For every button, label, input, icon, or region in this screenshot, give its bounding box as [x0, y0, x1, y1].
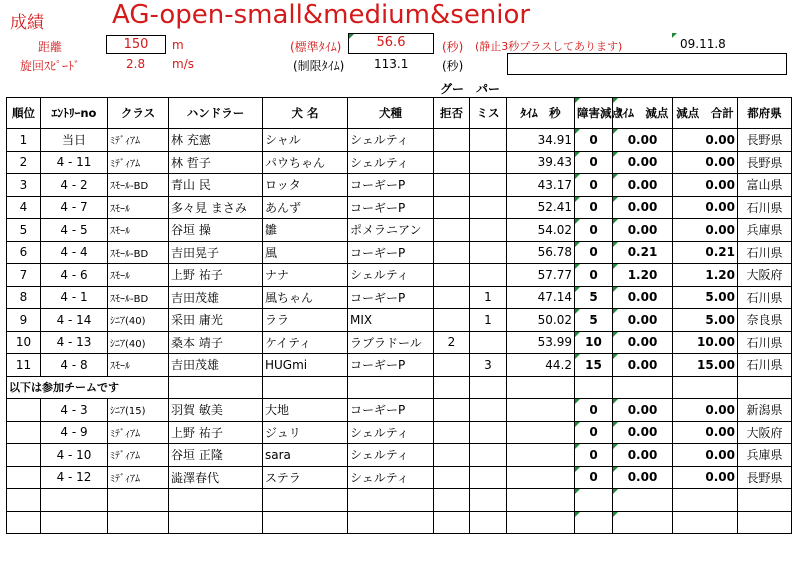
- cell-entry-no: 4 - 11: [41, 151, 108, 174]
- cell-total-penalty: 0.00: [673, 466, 738, 489]
- cell-refusal: [434, 421, 470, 444]
- header-class: クラス: [108, 98, 169, 129]
- empty-cell: [169, 376, 263, 399]
- table-row[interactable]: [7, 129, 792, 152]
- cell-refusal: [434, 444, 470, 467]
- header-time: ﾀｲﾑ 秒: [507, 98, 575, 129]
- cell-refusal: 2: [434, 331, 470, 354]
- empty-cell: [575, 376, 613, 399]
- cell-rank: 3: [7, 174, 41, 197]
- cell-time-penalty: 0.00: [613, 196, 673, 219]
- empty-cell: [41, 511, 108, 534]
- cell-time-penalty: 0.00: [613, 309, 673, 332]
- distance-unit: m: [172, 38, 184, 52]
- cell-prefecture: 石川県: [738, 331, 792, 354]
- table-row[interactable]: [7, 354, 792, 377]
- cell-marker-icon: [349, 34, 354, 39]
- cell-total-penalty: 0.00: [673, 219, 738, 242]
- cell-fault-points: 0: [575, 196, 613, 219]
- header-entry-no: ｴﾝﾄﾘｰno: [41, 98, 108, 129]
- cell-total-penalty: 0.00: [673, 174, 738, 197]
- empty-cell: [348, 376, 434, 399]
- empty-cell: [7, 489, 41, 512]
- cell-refusal: [434, 129, 470, 152]
- table-row[interactable]: [7, 309, 792, 332]
- header-row: [7, 98, 792, 129]
- cell-miss: [470, 174, 507, 197]
- page-label: 成績: [10, 13, 44, 33]
- cell-time: [507, 466, 575, 489]
- cell-rank: [7, 421, 41, 444]
- empty-cell: [169, 511, 263, 534]
- cell-time: 34.91: [507, 129, 575, 152]
- blank-row: [7, 511, 792, 534]
- table-row[interactable]: [7, 219, 792, 242]
- cell-refusal: [434, 354, 470, 377]
- std-time-label: (標準ﾀｲﾑ): [290, 40, 342, 54]
- cell-entry-no: 4 - 14: [41, 309, 108, 332]
- cell-total-penalty: 10.00: [673, 331, 738, 354]
- cell-handler: 多々見 まさみ: [169, 196, 263, 219]
- cell-class: ｽﾓｰﾙ: [108, 196, 169, 219]
- cell-breed: MIX: [348, 309, 434, 332]
- cell-handler: 吉田茂雄: [169, 354, 263, 377]
- cell-prefecture: 兵庫県: [738, 444, 792, 467]
- table-row[interactable]: [7, 331, 792, 354]
- cell-handler: 吉田晃子: [169, 241, 263, 264]
- cell-handler: 上野 祐子: [169, 421, 263, 444]
- cell-time: 47.14: [507, 286, 575, 309]
- empty-cell: [738, 511, 792, 534]
- cell-miss: [470, 399, 507, 422]
- cell-miss: [470, 466, 507, 489]
- cell-handler: 采田 庸光: [169, 309, 263, 332]
- cell-prefecture: 石川県: [738, 196, 792, 219]
- cell-refusal: [434, 466, 470, 489]
- cell-class: ﾐﾃﾞｨｱﾑ: [108, 466, 169, 489]
- cell-time: 44.2: [507, 354, 575, 377]
- cell-miss: 3: [470, 354, 507, 377]
- empty-cell: [263, 511, 348, 534]
- table-row[interactable]: [7, 466, 792, 489]
- cell-miss: [470, 129, 507, 152]
- cell-prefecture: 大阪府: [738, 421, 792, 444]
- table-row[interactable]: [7, 286, 792, 309]
- cell-total-penalty: 0.00: [673, 399, 738, 422]
- cell-prefecture: 大阪府: [738, 264, 792, 287]
- cell-class: ｼﾆｱ(40): [108, 331, 169, 354]
- cell-refusal: [434, 399, 470, 422]
- cell-fault-points: 0: [575, 421, 613, 444]
- cell-dog-name: 風ちゃん: [263, 286, 348, 309]
- cell-total-penalty: 5.00: [673, 309, 738, 332]
- cell-fault-points: 0: [575, 444, 613, 467]
- blank-row: [7, 489, 792, 512]
- cell-time-penalty: 0.00: [613, 444, 673, 467]
- limit-time-label: (制限ﾀｲﾑ): [293, 59, 345, 73]
- cell-breed: ラブラドール: [348, 331, 434, 354]
- cell-breed: コーギーP: [348, 241, 434, 264]
- cell-total-penalty: 15.00: [673, 354, 738, 377]
- std-time-unit: (秒): [442, 40, 464, 54]
- cell-entry-no: 4 - 5: [41, 219, 108, 242]
- header-prefecture: 都府県: [738, 98, 792, 129]
- cell-dog-name: ナナ: [263, 264, 348, 287]
- speed-label: 旋回ｽﾋﾟｰﾄﾞ: [20, 59, 81, 73]
- cell-fault-points: 15: [575, 354, 613, 377]
- cell-entry-no: 当日: [41, 129, 108, 152]
- empty-cell: [470, 489, 507, 512]
- cell-refusal: [434, 219, 470, 242]
- header-time-penalty: ﾀｲﾑ 減点: [613, 98, 673, 129]
- table-row[interactable]: [7, 151, 792, 174]
- cell-rank: 11: [7, 354, 41, 377]
- cell-miss: [470, 264, 507, 287]
- cell-handler: 谷垣 正隆: [169, 444, 263, 467]
- cell-dog-name: シャル: [263, 129, 348, 152]
- cell-fault-points: 0: [575, 399, 613, 422]
- cell-fault-points: 10: [575, 331, 613, 354]
- cell-time: [507, 444, 575, 467]
- cell-prefecture: 石川県: [738, 241, 792, 264]
- cell-fault-points: 5: [575, 286, 613, 309]
- cell-rank: 1: [7, 129, 41, 152]
- header-fault-points: 障害減点: [575, 98, 613, 129]
- empty-cell: [108, 489, 169, 512]
- cell-rank: 2: [7, 151, 41, 174]
- cell-dog-name: ロッタ: [263, 174, 348, 197]
- cell-total-penalty: 0.21: [673, 241, 738, 264]
- results-table: [6, 97, 792, 534]
- cell-breed: コーギーP: [348, 174, 434, 197]
- cell-entry-no: 4 - 3: [41, 399, 108, 422]
- limit-time-unit: (秒): [442, 59, 464, 73]
- distance-field[interactable]: 150: [106, 35, 166, 54]
- cell-entry-no: 4 - 12: [41, 466, 108, 489]
- cell-time: [507, 399, 575, 422]
- cell-total-penalty: 0.00: [673, 151, 738, 174]
- cell-time-penalty: 0.00: [613, 331, 673, 354]
- header-rank: 順位: [7, 98, 41, 129]
- cell-class: ｽﾓｰﾙ: [108, 219, 169, 242]
- cell-breed: シェルティ: [348, 129, 434, 152]
- cell-time: 53.99: [507, 331, 575, 354]
- cell-class: ｽﾓｰﾙ-BD: [108, 174, 169, 197]
- cell-handler: 吉田茂雄: [169, 286, 263, 309]
- cell-prefecture: 新潟県: [738, 399, 792, 422]
- event-title: AG-open-small&medium&senior: [112, 0, 531, 30]
- cell-prefecture: 富山県: [738, 174, 792, 197]
- cell-time-penalty: 1.20: [613, 264, 673, 287]
- cell-prefecture: 奈良県: [738, 309, 792, 332]
- cell-entry-no: 4 - 13: [41, 331, 108, 354]
- cell-total-penalty: 5.00: [673, 286, 738, 309]
- cell-prefecture: 長野県: [738, 129, 792, 152]
- std-time-note: (静止3秒プラスしてあります): [475, 40, 623, 53]
- empty-cell: [434, 489, 470, 512]
- cell-breed: シェルティ: [348, 264, 434, 287]
- empty-cell: [507, 376, 575, 399]
- empty-cell: [348, 511, 434, 534]
- header-refusal: 拒否: [434, 98, 470, 129]
- table-row[interactable]: [7, 264, 792, 287]
- cell-entry-no: 4 - 1: [41, 286, 108, 309]
- empty-cell: [673, 511, 738, 534]
- table-row[interactable]: [7, 421, 792, 444]
- cell-refusal: [434, 286, 470, 309]
- empty-cell: [738, 376, 792, 399]
- empty-cell: [41, 489, 108, 512]
- cell-time-penalty: 0.21: [613, 241, 673, 264]
- distance-label: 距離: [38, 40, 63, 54]
- cell-class: ﾐﾃﾞｨｱﾑ: [108, 129, 169, 152]
- table-row[interactable]: [7, 399, 792, 422]
- cell-dog-name: 風: [263, 241, 348, 264]
- empty-cell: [263, 376, 348, 399]
- cell-fault-points: 0: [575, 264, 613, 287]
- cell-class: ﾐﾃﾞｨｱﾑ: [108, 421, 169, 444]
- cell-time-penalty: 0.00: [613, 421, 673, 444]
- empty-cell: [7, 511, 41, 534]
- empty-cell: [673, 489, 738, 512]
- header-handler: ハンドラー: [169, 98, 263, 129]
- cell-miss: [470, 421, 507, 444]
- cell-rank: [7, 444, 41, 467]
- cell-dog-name: sara: [263, 444, 348, 467]
- cell-dog-name: 雛: [263, 219, 348, 242]
- cell-entry-no: 4 - 2: [41, 174, 108, 197]
- cell-rank: [7, 399, 41, 422]
- cell-dog-name: ララ: [263, 309, 348, 332]
- cell-rank: 9: [7, 309, 41, 332]
- empty-cell: [434, 376, 470, 399]
- empty-cell: [108, 511, 169, 534]
- cell-time-penalty: 0.00: [613, 219, 673, 242]
- cell-dog-name: ジュリ: [263, 421, 348, 444]
- cell-entry-no: 4 - 10: [41, 444, 108, 467]
- cell-miss: [470, 219, 507, 242]
- cell-prefecture: 石川県: [738, 286, 792, 309]
- cell-miss: [470, 151, 507, 174]
- cell-dog-name: パウちゃん: [263, 151, 348, 174]
- cell-fault-points: 0: [575, 466, 613, 489]
- cell-class: ﾐﾃﾞｨｱﾑ: [108, 151, 169, 174]
- empty-cell: [575, 489, 613, 512]
- cell-miss: 1: [470, 286, 507, 309]
- cell-class: ｽﾓｰﾙ: [108, 354, 169, 377]
- cell-total-penalty: 0.00: [673, 421, 738, 444]
- cell-time: 54.02: [507, 219, 575, 242]
- cell-prefecture: 石川県: [738, 354, 792, 377]
- cell-handler: 上野 祐子: [169, 264, 263, 287]
- cell-fault-points: 0: [575, 174, 613, 197]
- empty-cell: [738, 489, 792, 512]
- cell-time-penalty: 0.00: [613, 399, 673, 422]
- empty-cell: [470, 376, 507, 399]
- cell-class: ﾐﾃﾞｨｱﾑ: [108, 444, 169, 467]
- header-total-penalty: 減点 合計: [673, 98, 738, 129]
- cell-miss: [470, 444, 507, 467]
- cell-total-penalty: 1.20: [673, 264, 738, 287]
- cell-fault-points: 0: [575, 219, 613, 242]
- cell-time-penalty: 0.00: [613, 174, 673, 197]
- cell-fault-points: 0: [575, 241, 613, 264]
- cell-miss: [470, 196, 507, 219]
- cell-class: ｽﾓｰﾙ: [108, 264, 169, 287]
- cell-handler: 林 充憲: [169, 129, 263, 152]
- group-label: グー パー: [440, 82, 501, 96]
- cell-class: ｽﾓｰﾙ-BD: [108, 241, 169, 264]
- header-miss: ミス: [470, 98, 507, 129]
- empty-cell: [507, 489, 575, 512]
- cell-time-penalty: 0.00: [613, 151, 673, 174]
- cell-handler: 林 哲子: [169, 151, 263, 174]
- cell-handler: 青山 民: [169, 174, 263, 197]
- cell-time: 57.77: [507, 264, 575, 287]
- cell-miss: 1: [470, 309, 507, 332]
- header-dog-name: 犬 名: [263, 98, 348, 129]
- cell-breed: シェルティ: [348, 421, 434, 444]
- cell-entry-no: 4 - 7: [41, 196, 108, 219]
- cell-rank: 7: [7, 264, 41, 287]
- remarks-field[interactable]: [507, 53, 787, 75]
- table-row[interactable]: [7, 174, 792, 197]
- date-text: 09.11.8: [680, 37, 726, 51]
- cell-class: ｽﾓｰﾙ-BD: [108, 286, 169, 309]
- empty-cell: [613, 489, 673, 512]
- cell-breed: シェルティ: [348, 151, 434, 174]
- empty-cell: [169, 489, 263, 512]
- header-breed: 犬種: [348, 98, 434, 129]
- cell-handler: 澁澤春代: [169, 466, 263, 489]
- cell-entry-no: 4 - 8: [41, 354, 108, 377]
- cell-dog-name: HUGmi: [263, 354, 348, 377]
- cell-breed: コーギーP: [348, 286, 434, 309]
- empty-cell: [613, 376, 673, 399]
- cell-class: ｼﾆｱ(15): [108, 399, 169, 422]
- cell-breed: コーギーP: [348, 399, 434, 422]
- empty-cell: [470, 511, 507, 534]
- cell-fault-points: 5: [575, 309, 613, 332]
- empty-cell: [613, 511, 673, 534]
- cell-refusal: [434, 241, 470, 264]
- cell-rank: 5: [7, 219, 41, 242]
- limit-time-value: 113.1: [374, 57, 409, 71]
- cell-handler: 谷垣 操: [169, 219, 263, 242]
- cell-breed: シェルティ: [348, 466, 434, 489]
- section-note-row: [7, 376, 792, 399]
- cell-miss: [470, 241, 507, 264]
- cell-breed: ポメラニアン: [348, 219, 434, 242]
- cell-entry-no: 4 - 9: [41, 421, 108, 444]
- cell-marker-icon: [672, 33, 677, 38]
- cell-total-penalty: 0.00: [673, 129, 738, 152]
- cell-time-penalty: 0.00: [613, 466, 673, 489]
- std-time-field[interactable]: 56.6: [348, 33, 434, 54]
- speed-value: 2.8: [126, 57, 146, 71]
- cell-handler: 羽賀 敏美: [169, 399, 263, 422]
- cell-rank: 10: [7, 331, 41, 354]
- cell-class: ｼﾆｱ(40): [108, 309, 169, 332]
- empty-cell: [507, 511, 575, 534]
- cell-time: 43.17: [507, 174, 575, 197]
- empty-cell: [348, 489, 434, 512]
- cell-fault-points: 0: [575, 151, 613, 174]
- cell-time-penalty: 0.00: [613, 129, 673, 152]
- cell-miss: [470, 331, 507, 354]
- cell-dog-name: ケイティ: [263, 331, 348, 354]
- speed-unit: m/s: [172, 57, 194, 71]
- cell-prefecture: 兵庫県: [738, 219, 792, 242]
- cell-refusal: [434, 264, 470, 287]
- cell-time: 39.43: [507, 151, 575, 174]
- cell-entry-no: 4 - 4: [41, 241, 108, 264]
- cell-prefecture: 長野県: [738, 466, 792, 489]
- empty-cell: [434, 511, 470, 534]
- cell-refusal: [434, 196, 470, 219]
- cell-total-penalty: 0.00: [673, 444, 738, 467]
- table-row[interactable]: [7, 444, 792, 467]
- cell-rank: 8: [7, 286, 41, 309]
- cell-refusal: [434, 309, 470, 332]
- cell-breed: シェルティ: [348, 444, 434, 467]
- cell-refusal: [434, 174, 470, 197]
- table-row[interactable]: [7, 241, 792, 264]
- cell-dog-name: あんず: [263, 196, 348, 219]
- empty-cell: [673, 376, 738, 399]
- table-row[interactable]: [7, 196, 792, 219]
- cell-breed: コーギーP: [348, 196, 434, 219]
- cell-rank: 6: [7, 241, 41, 264]
- cell-rank: 4: [7, 196, 41, 219]
- empty-cell: [575, 511, 613, 534]
- cell-dog-name: 大地: [263, 399, 348, 422]
- cell-rank: [7, 466, 41, 489]
- cell-time-penalty: 0.00: [613, 286, 673, 309]
- cell-breed: コーギーP: [348, 354, 434, 377]
- cell-refusal: [434, 151, 470, 174]
- section-note: 以下は参加チームです: [7, 376, 169, 399]
- cell-handler: 桑本 靖子: [169, 331, 263, 354]
- cell-time: 56.78: [507, 241, 575, 264]
- cell-total-penalty: 0.00: [673, 196, 738, 219]
- cell-prefecture: 長野県: [738, 151, 792, 174]
- cell-time-penalty: 0.00: [613, 354, 673, 377]
- cell-fault-points: 0: [575, 129, 613, 152]
- cell-time: 52.41: [507, 196, 575, 219]
- cell-time: [507, 421, 575, 444]
- cell-dog-name: ステラ: [263, 466, 348, 489]
- cell-entry-no: 4 - 6: [41, 264, 108, 287]
- cell-time: 50.02: [507, 309, 575, 332]
- empty-cell: [263, 489, 348, 512]
